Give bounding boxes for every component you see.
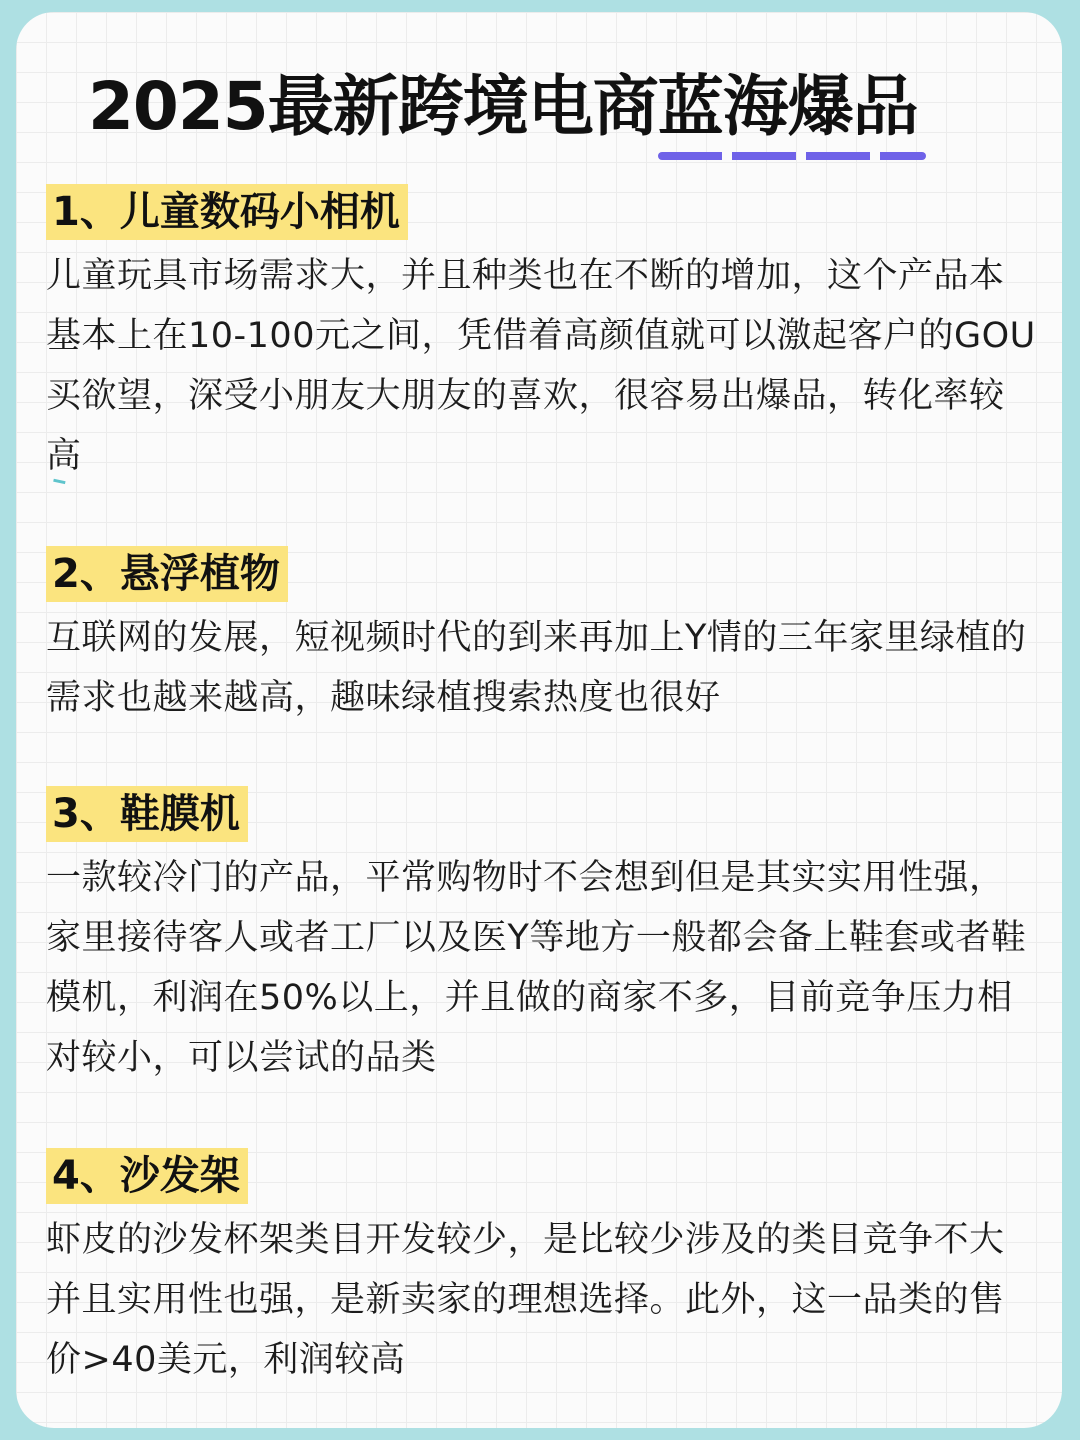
section-sofa-rack bbox=[46, 1148, 1036, 1390]
section-floating-plant bbox=[46, 546, 1036, 728]
section-body: 儿童玩具市场需求大，并且种类也在不断的增加，这个产品本基本上在10-100元之间，凭借着高颜值就可以激起客户的GOU买欲望，深受小朋友大朋友的喜欢，很容易出爆品，转化率较高 bbox=[46, 256, 1036, 476]
section-heading: 3、鞋膜机 bbox=[46, 786, 248, 842]
title-highlight: 蓝海爆品 bbox=[658, 64, 918, 150]
section-body: 互联网的发展，短视频时代的到来再加上Y情的三年家里绿植的需求也越来越高，趣味绿植搜索热度也很好 bbox=[46, 618, 1027, 718]
section-heading: 4、沙发架 bbox=[46, 1148, 248, 1204]
section-body: 虾皮的沙发杯架类目开发较少，是比较少涉及的类目竞争不大并且实用性也强，是新卖家的理想选择。此外，这一品类的售价>40美元，利润较高 bbox=[46, 1220, 1005, 1380]
section-kids-camera bbox=[46, 184, 1036, 486]
title-prefix: 2025最新跨境电商 bbox=[88, 68, 658, 145]
section-shoe-cover-machine bbox=[46, 786, 1036, 1088]
page-title bbox=[88, 64, 1048, 150]
section-heading: 2、悬浮植物 bbox=[46, 546, 288, 602]
content-card bbox=[16, 12, 1062, 1428]
section-body: 一款较冷门的产品，平常购物时不会想到但是其实实用性强，家里接待客人或者工厂以及医Y等地方一般都会备上鞋套或者鞋模机，利润在50%以上，并且做的商家不多，目前竞争压力相对较小，可以尝试的品类 bbox=[46, 858, 1027, 1078]
section-heading: 1、儿童数码小相机 bbox=[46, 184, 408, 240]
